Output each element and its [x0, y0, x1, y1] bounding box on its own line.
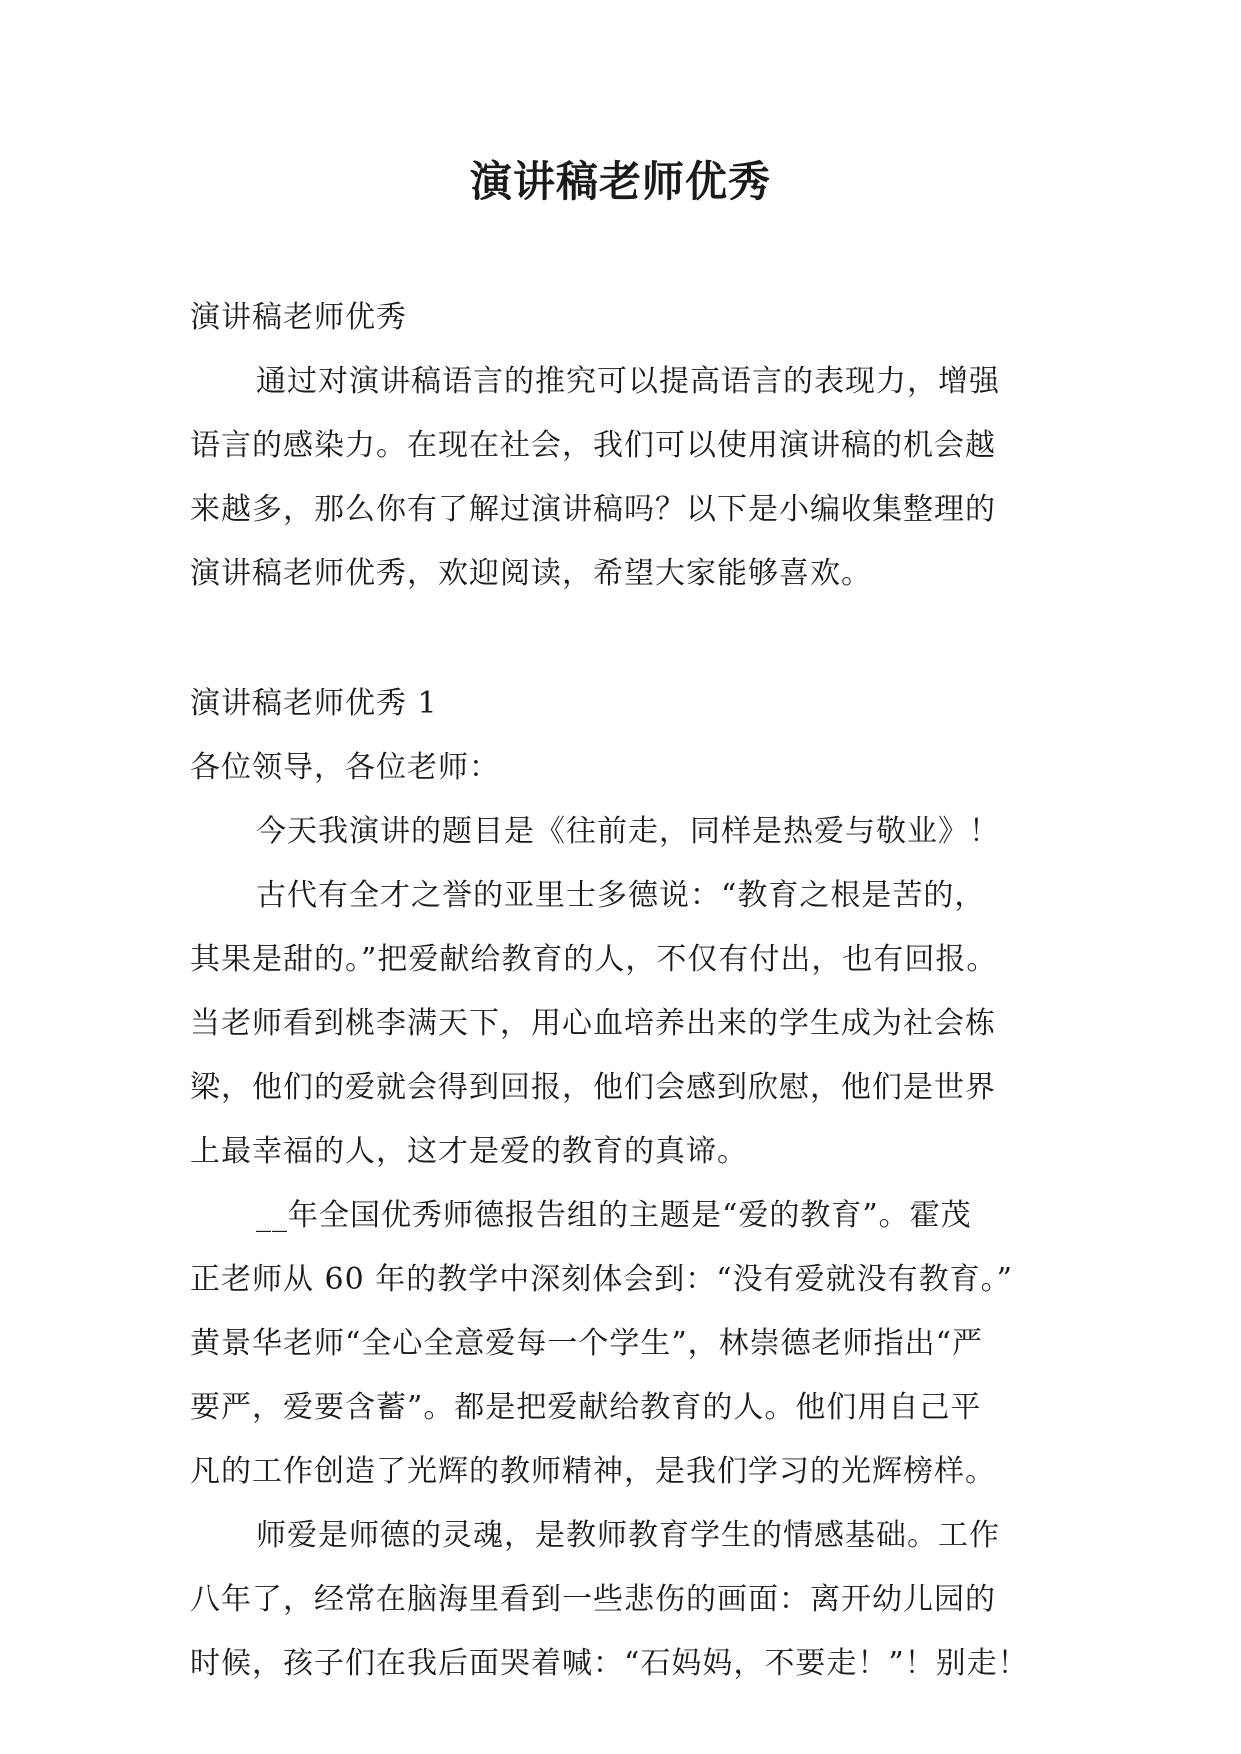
paragraph-line: 正老师从 60 年的教学中深刻体会到：“没有爱就没有教育。” — [190, 1262, 1013, 1297]
paragraph-line: 梁，他们的爱就会得到回报，他们会感到欣慰，他们是世界 — [190, 1070, 996, 1105]
paragraph-line: 上最幸福的人，这才是爱的教育的真谛。 — [190, 1134, 748, 1169]
paragraph-line: 师爱是师德的灵魂，是教师教育学生的情感基础。工作 — [256, 1518, 1000, 1553]
document-body — [190, 286, 1070, 1696]
paragraph-line: 八年了，经常在脑海里看到一些悲伤的画面：离开幼儿园的 — [190, 1582, 996, 1617]
paragraph-line: 古代有全才之誉的亚里士多德说：“教育之根是苦的， — [256, 878, 986, 913]
intro-heading: 演讲稿老师优秀 — [190, 300, 407, 335]
paragraph-line: __年全国优秀师德报告组的主题是“爱的教育”。霍茂 — [256, 1198, 972, 1233]
intro-line: 通过对演讲稿语言的推究可以提高语言的表现力，增强 — [256, 364, 1000, 399]
paragraph-line: 时候，孩子们在我后面哭着喊：“石妈妈，不要走！”！别走！ — [190, 1646, 1029, 1681]
paragraph-line: 要严，爱要含蓄”。都是把爱献给教育的人。他们用自己平 — [190, 1390, 982, 1425]
section-heading: 演讲稿老师优秀 1 — [190, 686, 438, 721]
paragraph-line: 当老师看到桃李满天下，用心血培养出来的学生成为社会栋 — [190, 1006, 996, 1041]
salutation: 各位领导，各位老师： — [190, 750, 500, 785]
intro-line: 来越多，那么你有了解过演讲稿吗？以下是小编收集整理的 — [190, 492, 996, 527]
paragraph-line: 今天我演讲的题目是《往前走，同样是热爱与敬业》！ — [256, 814, 1000, 849]
section-spacer — [190, 606, 1070, 672]
paragraph-line: 黄景华老师“全心全意爱每一个学生”，林崇德老师指出“严 — [190, 1326, 984, 1361]
paragraph-line: 凡的工作创造了光辉的教师精神，是我们学习的光辉榜样。 — [190, 1454, 996, 1489]
document-title: 演讲稿老师优秀 — [469, 157, 771, 206]
paragraph-line: 其果是甜的。”把爱献给教育的人，不仅有付出，也有回报。 — [190, 942, 998, 977]
intro-line: 语言的感染力。在现在社会，我们可以使用演讲稿的机会越 — [190, 428, 996, 463]
intro-line: 演讲稿老师优秀，欢迎阅读，希望大家能够喜欢。 — [190, 556, 872, 591]
